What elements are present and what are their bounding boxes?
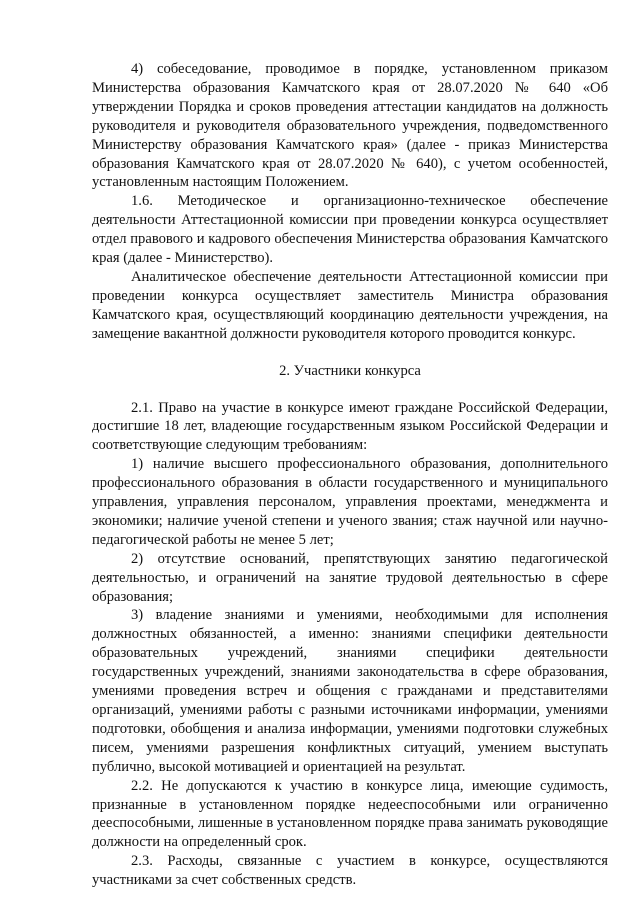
requirement-1: 1) наличие высшего профессионального образования, дополнительного профессионального образования в области государственного и муниципального управления, управления персоналом, управления проектами, менеджмента и экономики; наличие ученой степени и ученого звания; стаж научной или научно-педагогической работы не менее 5 лет;	[92, 456, 608, 548]
section-heading: 2. Участники конкурса	[279, 362, 421, 379]
paragraph-interview: 4) собеседование, проводимое в порядке, установленном приказом Министерства образования Камчатского края от 28.07.2020 № 640 «Об утверждении Порядка и сроков проведения аттестации кандидатов на должность руководителя и руководителя образовательного учреждения, подведомственного Министерству образования Камчатского края» (далее - приказ Министерства образования Камчатского края от 28.07.2020 № 640), с учетом особенностей, установленным настоящим Положением.	[92, 61, 608, 191]
paragraph-analytical-support: Аналитическое обеспечение деятельности Аттестационной комиссии при проведении конкурса осуществляет заместитель Министра образования Камчатского края, осуществляющий координацию деятельности учреждения, на замещение вакантной должности руководителя которого проводится конкурс.	[92, 268, 608, 342]
requirement-3: 3) владение знаниями и умениями, необходимыми для исполнения должностных обязанностей, а именно: знаниями специфики деятельности образовательных учреждений, знаниями специфики деятельности государственных учреждений, знаниями законодательства в сфере образования, умениями проведения встреч и общения с гражданами и представителями организаций, умениями работы с разными источниками информации, умениями подготовки, обобщения и анализа информации, умениями подготовки служебных писем, умениями разрешения конфликтных ситуаций, умением выступать публично, высокой мотивацией и ориентацией на результат.	[92, 607, 608, 775]
document-page	[92, 60, 608, 890]
paragraph-1-6: 1.6. Методическое и организационно-техническое обеспечение деятельности Аттестационной комиссии при проведении конкурса осуществляет отдел правового и кадрового обеспечения Министерства образования Камчатского края (далее - Министерство).	[92, 193, 608, 267]
paragraph-2-2: 2.2. Не допускаются к участию в конкурсе лица, имеющие судимость, признанные в установленном порядке недееспособными или ограниченно дееспособными, лишенные в установленном порядке права занимать руководящие должности на определенный срок.	[92, 777, 608, 851]
requirement-2: 2) отсутствие оснований, препятствующих занятию педагогической деятельностью, и ограничений на занятие трудовой деятельностью в сфере образования;	[92, 550, 608, 605]
paragraph-2-3: 2.3. Расходы, связанные с участием в конкурсе, осуществляются участниками за счет собственных средств.	[92, 853, 608, 889]
paragraph-2-1: 2.1. Право на участие в конкурсе имеют граждане Российской Федерации, достигшие 18 лет, владеющие государственным языком Российской Федерации и соответствующие следующим требованиям:	[92, 399, 608, 454]
